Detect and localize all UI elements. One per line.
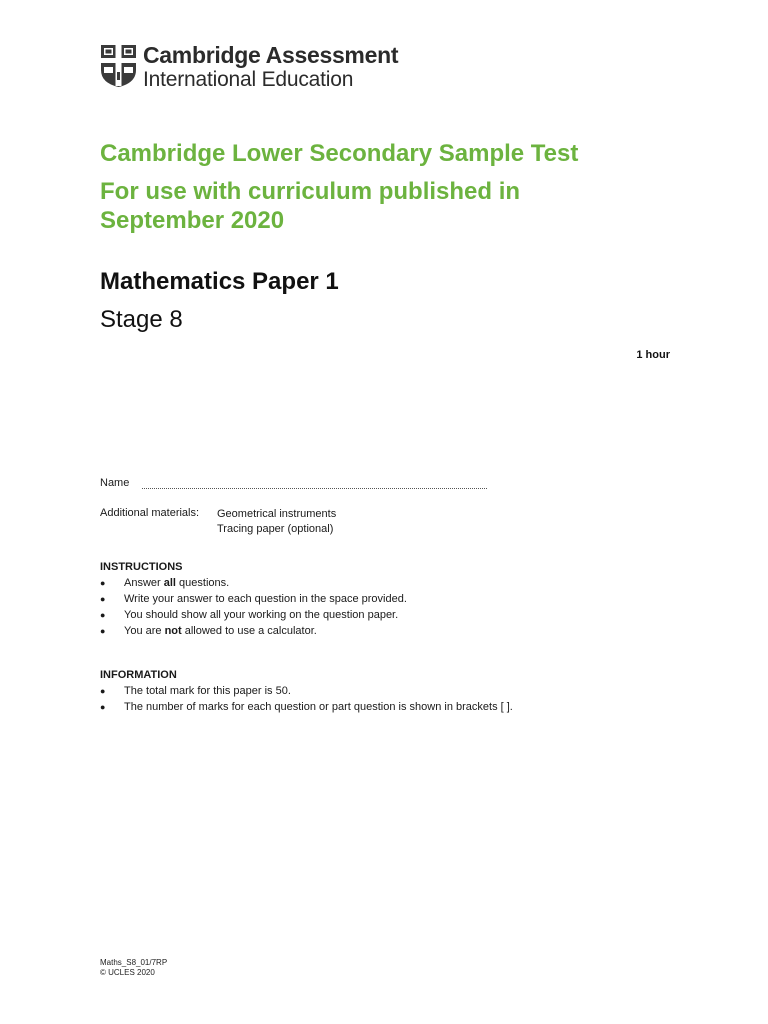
information-list: [100, 683, 513, 715]
name-dotted-line[interactable]: [142, 476, 487, 489]
page-footer: [100, 958, 167, 978]
curriculum-subtitle: [100, 177, 520, 235]
materials-item: Geometrical instruments: [217, 508, 337, 520]
list-item-text: The total mark for this paper is 50.: [124, 685, 291, 697]
bullet-icon: ●: [100, 578, 106, 588]
cambridge-crest-icon: [100, 44, 137, 88]
bullet-icon: ●: [100, 594, 106, 604]
list-item-text: You are not allowed to use a calculator.: [124, 625, 317, 637]
list-item-text: Write your answer to each question in the space provided.: [124, 593, 407, 605]
curriculum-subtitle-line-1: For use with curriculum published in: [100, 178, 521, 205]
bullet-icon: ●: [100, 686, 106, 696]
materials-label: Additional materials:: [100, 507, 200, 519]
name-label: Name: [100, 477, 130, 489]
instructions-list: [100, 575, 407, 639]
bullet-icon: ●: [100, 610, 106, 620]
name-field-row: [100, 476, 487, 489]
test-title: Cambridge Lower Secondary Sample Test: [100, 140, 579, 167]
cambridge-logo: [100, 44, 398, 90]
instructions-heading: INSTRUCTIONS: [100, 561, 183, 573]
logo-line-2: International Education: [143, 68, 354, 91]
information-heading: INFORMATION: [100, 669, 177, 681]
paper-title: Mathematics Paper 1: [100, 268, 339, 295]
list-item: [100, 699, 513, 715]
list-item-text: The number of marks for each question or part question is shown in brackets [ ].: [124, 701, 513, 713]
list-item: [100, 591, 407, 607]
materials-item: Tracing paper (optional): [217, 523, 334, 535]
bullet-icon: ●: [100, 626, 106, 636]
paper-code: Maths_S8_01/7RP: [100, 958, 168, 967]
list-item: [100, 607, 407, 623]
bullet-icon: ●: [100, 702, 106, 712]
list-item: [100, 575, 407, 591]
list-item: [100, 623, 407, 639]
materials-list: [217, 507, 336, 537]
duration-label: 1 hour: [636, 349, 670, 361]
copyright-notice: © UCLES 2020: [100, 968, 155, 977]
list-item: [100, 683, 513, 699]
curriculum-subtitle-line-2: September 2020: [100, 207, 285, 234]
list-item-text: You should show all your working on the question paper.: [124, 609, 399, 621]
logo-line-1: Cambridge Assessment: [143, 42, 399, 68]
list-item-text: Answer all questions.: [124, 577, 230, 589]
instructions-section: [100, 561, 407, 639]
information-section: [100, 669, 513, 715]
additional-materials: [100, 507, 336, 537]
stage-label: Stage 8: [100, 306, 183, 333]
